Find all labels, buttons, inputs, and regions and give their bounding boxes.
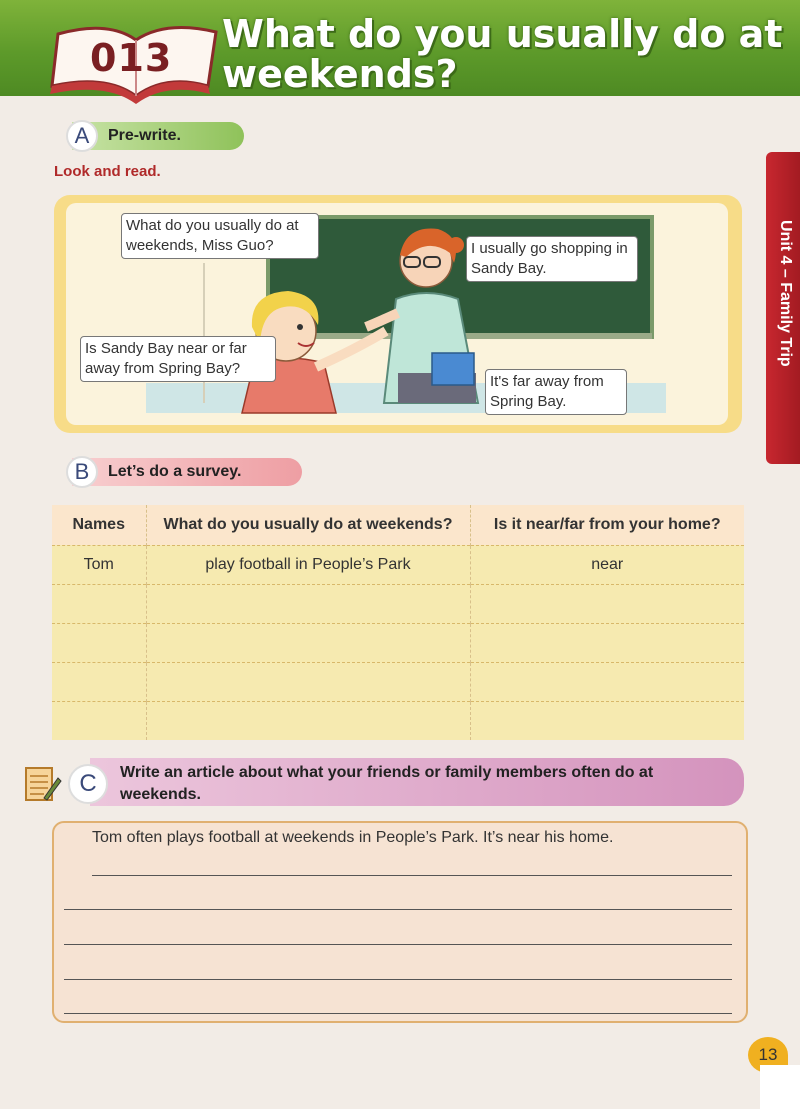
cell-distance[interactable] (470, 584, 744, 623)
section-b-letter: B (66, 456, 98, 488)
section-c-title: Write an article about what your friends or family members often do at weekends. (120, 764, 654, 803)
writing-line (64, 979, 732, 980)
cell-name[interactable] (52, 701, 146, 740)
writing-line (64, 944, 732, 945)
speech-bubble-answer-far: It's far away from Spring Bay. (485, 369, 627, 415)
cell-distance[interactable] (470, 662, 744, 701)
table-row (52, 584, 744, 623)
lesson-number: 013 (90, 36, 173, 80)
page-number: 13 (748, 1037, 788, 1073)
cell-activity[interactable] (146, 584, 470, 623)
survey-table (52, 505, 744, 740)
section-a-title: Pre-write. (108, 127, 181, 144)
column-header-activity: What do you usually do at weekends? (146, 505, 470, 545)
page-title: What do you usually do at weekends? (222, 12, 783, 96)
sample-sentence: Tom often plays football at weekends in People’s Park. It’s near his home. (92, 829, 614, 846)
table-row (52, 623, 744, 662)
column-header-names: Names (52, 505, 146, 545)
cell-activity[interactable] (146, 701, 470, 740)
cell-activity[interactable]: play football in People’s Park (146, 545, 470, 584)
table-row (52, 545, 744, 584)
cell-name[interactable] (52, 623, 146, 662)
cell-activity[interactable] (146, 623, 470, 662)
corner-code-mark (760, 1065, 800, 1109)
section-b-title: Let’s do a survey. (108, 463, 242, 480)
writing-line (92, 875, 732, 876)
table-row (52, 662, 744, 701)
column-header-distance: Is it near/far from your home? (470, 505, 744, 545)
cell-name[interactable] (52, 662, 146, 701)
notepad-pencil-icon (22, 764, 62, 804)
writing-line (64, 909, 732, 910)
section-a-instruction: Look and read. (54, 163, 161, 180)
table-row (52, 701, 744, 740)
section-a-letter: A (66, 120, 98, 152)
cell-name[interactable] (52, 584, 146, 623)
cell-distance[interactable]: near (470, 545, 744, 584)
cell-distance[interactable] (470, 623, 744, 662)
unit-side-tab-label: Unit 4 – Family Trip (777, 220, 794, 367)
speech-bubble-answer-shopping: I usually go shopping in Sandy Bay. (466, 236, 638, 282)
survey-table-header-row (52, 505, 744, 545)
speech-bubble-question-distance: Is Sandy Bay near or far away from Spring Bay? (80, 336, 276, 382)
cell-name[interactable]: Tom (52, 545, 146, 584)
cell-distance[interactable] (470, 701, 744, 740)
writing-box[interactable] (52, 821, 748, 1023)
writing-line (64, 1013, 732, 1014)
section-c-letter: C (68, 764, 108, 804)
speech-bubble-question-weekends: What do you usually do at weekends, Miss Guo? (121, 213, 319, 259)
cell-activity[interactable] (146, 662, 470, 701)
